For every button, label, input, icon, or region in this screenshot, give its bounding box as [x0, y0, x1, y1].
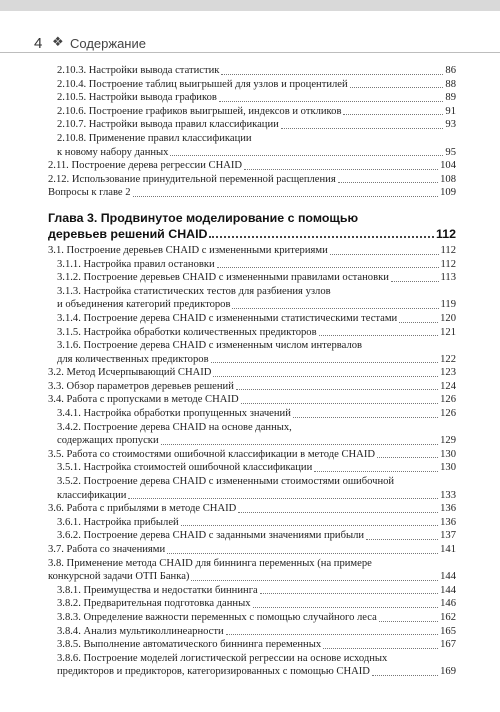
toc-page-number: 130 — [440, 462, 456, 474]
toc-page-number: 124 — [440, 380, 456, 392]
dot-leader — [399, 322, 438, 323]
dot-leader — [350, 87, 444, 88]
toc-entry[interactable] — [48, 611, 456, 625]
toc-entry-title-line2: содержащих пропуски — [57, 435, 159, 447]
toc-entry-title: 2.10.3. Настройки вывода статистик — [57, 65, 220, 76]
toc-entry-title-line2: и объединения категорий предикторов — [57, 299, 231, 311]
toc-entry[interactable] — [48, 312, 456, 326]
dot-leader — [377, 457, 438, 458]
dot-leader — [221, 74, 443, 75]
dot-leader — [226, 634, 438, 635]
toc-entry-title: 2.10.5. Настройки вывода графиков — [57, 92, 217, 104]
dot-leader — [236, 389, 438, 390]
toc-entry[interactable] — [48, 393, 456, 407]
dot-leader — [191, 580, 438, 581]
toc-entry[interactable] — [48, 516, 456, 530]
dot-leader — [238, 512, 438, 513]
toc-entry[interactable] — [48, 159, 456, 173]
page-header — [0, 0, 500, 58]
toc-entry[interactable] — [48, 461, 456, 475]
dot-leader — [128, 498, 438, 499]
toc-page-number: 109 — [440, 187, 456, 199]
dot-leader — [133, 196, 439, 197]
toc-entry[interactable] — [48, 366, 456, 380]
toc-entry-title-line2: предикторов и предикторов, категоризированных с помощью CHAID — [57, 666, 370, 678]
toc-entry-title: 2.12. Использование принудительной переменной расщепления — [48, 173, 336, 185]
toc-entry[interactable] — [48, 380, 456, 394]
toc-page-number: 133 — [440, 489, 456, 501]
toc-entry-title-line2: конкурсной задачи ОТП Банка) — [48, 571, 190, 583]
toc-page-number: 93 — [445, 119, 456, 131]
toc-entry[interactable] — [48, 326, 456, 340]
ornament-icon: ❖ — [52, 35, 64, 50]
toc-page-number: 165 — [440, 625, 456, 637]
toc-page-number: 144 — [440, 584, 456, 596]
toc-entry-title-line2: к новому набору данных — [57, 146, 169, 158]
toc-entry[interactable] — [48, 186, 456, 200]
toc-entry[interactable] — [48, 339, 456, 366]
toc-page-number: 126 — [440, 394, 456, 406]
toc-entry[interactable] — [48, 407, 456, 421]
toc-page-number: 113 — [440, 272, 456, 284]
toc-entry[interactable] — [48, 173, 456, 187]
dot-leader — [281, 128, 444, 129]
dot-leader — [330, 254, 439, 255]
toc-page-number: 136 — [440, 516, 456, 528]
dot-leader — [217, 267, 439, 268]
dot-leader — [319, 335, 439, 336]
toc-page-number: 141 — [440, 544, 456, 555]
toc-entry[interactable] — [48, 543, 456, 557]
toc-entry[interactable] — [48, 625, 456, 639]
toc-page-number: 144 — [440, 571, 456, 583]
toc-entry-title: 3.1.5. Настройка обработки количественных предикторов — [57, 326, 317, 338]
toc-entry-title: 3.8.2. Предварительная подготовка данных — [57, 598, 251, 610]
toc-entry-title: 3.6. Работа с прибылями в методе CHAID — [48, 503, 237, 515]
toc-page-number: 120 — [440, 312, 456, 324]
toc-entry[interactable] — [48, 638, 456, 652]
toc-entry-title: 3.6.2. Построение дерева CHAID с заданными значениями прибыли — [57, 530, 365, 542]
toc-entry-title: 3.4.1. Настройка обработки пропущенных значений — [57, 408, 291, 420]
toc-entry-title: 3.5. Работа со стоимостями ошибочной классификации в методе CHAID — [48, 448, 376, 460]
toc-entry[interactable] — [48, 421, 456, 448]
dot-leader — [161, 444, 438, 445]
table-of-contents — [48, 64, 456, 679]
toc-page-number: 89 — [445, 92, 456, 104]
dot-leader — [253, 607, 439, 608]
toc-entry[interactable] — [48, 448, 456, 462]
toc-page-number: 129 — [440, 435, 456, 447]
toc-entry-title: 3.1.4. Построение дерева CHAID с измененными статистическими тестами — [57, 312, 398, 324]
dot-leader — [379, 621, 438, 622]
dot-leader — [232, 308, 438, 309]
toc-entry-title-line1: 2.10.8. Применение правил классификации — [57, 132, 252, 144]
dot-leader — [170, 155, 443, 156]
header-bar — [0, 0, 500, 11]
toc-page-number: 119 — [440, 299, 456, 311]
toc-page-number: 104 — [440, 160, 456, 172]
toc-entry-title: 3.8.4. Анализ мультиколлинеарности — [57, 625, 224, 637]
toc-entry-title-line1: 3.1.6. Построение дерева CHAID с измененным числом интервалов — [57, 340, 363, 352]
toc-entry[interactable] — [48, 652, 456, 679]
dot-leader — [343, 114, 443, 115]
toc-page-number: 162 — [440, 611, 456, 623]
toc-entry-title: 2.10.6. Построение графиков выигрышей, индексов и откликов — [57, 105, 342, 117]
toc-page-number: 137 — [440, 530, 456, 542]
dot-leader — [338, 182, 438, 183]
toc-entry[interactable] — [48, 258, 456, 272]
dot-leader — [293, 417, 438, 418]
toc-page-number: 123 — [440, 367, 456, 379]
toc-page-number: 91 — [445, 105, 456, 117]
chapter-title-line2: деревьев решений CHAID — [48, 226, 208, 241]
toc-entry-title: 2.10.7. Настройки вывода правил классификации — [57, 119, 279, 131]
toc-entry-title: 3.7. Работа со значениями — [48, 544, 166, 555]
dot-leader — [241, 403, 439, 404]
page-number: 4 — [34, 35, 43, 52]
toc-page-number: 136 — [440, 503, 456, 515]
toc-entry[interactable] — [48, 584, 456, 598]
dot-leader — [391, 281, 439, 282]
dot-leader — [209, 236, 434, 238]
dot-leader — [260, 593, 438, 594]
toc-entry[interactable] — [48, 285, 456, 312]
toc-entry-title-line1: 3.5.2. Построение дерева CHAID с измененными стоимостями ошибочной — [57, 476, 395, 488]
toc-page-number: 121 — [440, 326, 456, 338]
toc-entry[interactable] — [48, 132, 456, 159]
toc-page-number: 95 — [445, 146, 456, 158]
dot-leader — [314, 471, 438, 472]
toc-entry-title: 3.6.1. Настройка прибылей — [57, 516, 179, 528]
toc-entry-title: 3.5.1. Настройка стоимостей ошибочной классификации — [57, 462, 313, 474]
toc-entry-title-line1: 3.4.2. Построение дерева CHAID на основе данных, — [57, 421, 292, 433]
dot-leader — [372, 675, 438, 676]
toc-entry[interactable] — [48, 557, 456, 584]
running-title: Содержание — [70, 36, 146, 51]
toc-page-number: 88 — [445, 78, 456, 90]
toc-page-number: 126 — [440, 408, 456, 420]
toc-entry[interactable] — [48, 64, 456, 78]
header-divider — [0, 52, 500, 53]
toc-entry-title-line1: 3.8. Применение метода CHAID для биннинга переменных (на примере — [48, 557, 372, 569]
toc-entry[interactable] — [48, 244, 456, 258]
toc-entry[interactable] — [48, 78, 456, 92]
dot-leader — [213, 376, 438, 377]
toc-entry-title: 3.2. Метод Исчерпывающий CHAID — [48, 367, 212, 379]
toc-entry-title: 3.8.5. Выполнение автоматического биннинга переменных — [57, 639, 322, 651]
toc-page-number: 130 — [440, 448, 456, 460]
dot-leader — [219, 101, 444, 102]
dot-leader — [167, 553, 438, 554]
toc-entry-title-line1: 3.8.6. Построение моделей логистической регрессии на основе исходных — [57, 652, 388, 664]
toc-entry-title: 3.1. Построение деревьев CHAID с измененными критериями — [48, 244, 328, 256]
toc-entry-title: 3.1.1. Настройка правил остановки — [57, 258, 215, 270]
toc-entry[interactable] — [48, 502, 456, 516]
toc-page-number: 167 — [440, 639, 456, 651]
toc-entry-title-line1: 3.1.3. Настройка статистических тестов для разбиения узлов — [57, 285, 331, 297]
toc-page-number: 169 — [440, 666, 456, 678]
toc-page-number: 146 — [440, 598, 456, 610]
toc-entry-title: 3.4. Работа с пропусками в методе CHAID — [48, 394, 239, 406]
toc-page-number: 108 — [440, 173, 456, 185]
toc-entry-title: 2.10.4. Построение таблиц выигрышей для узлов и процентилей — [57, 78, 348, 90]
toc-entry-title-line2: для количественных предикторов — [57, 353, 209, 365]
toc-entry[interactable] — [48, 91, 456, 105]
toc-entry-title: 3.3. Обзор параметров деревьев решений — [48, 380, 234, 392]
dot-leader — [181, 525, 438, 526]
toc-entry-title: 3.8.3. Определение важности переменных с помощью случайного леса — [57, 611, 377, 623]
chapter-heading[interactable] — [48, 210, 456, 242]
dot-leader — [211, 362, 439, 363]
toc-page-number: 112 — [440, 244, 456, 256]
toc-entry-title: 3.8.1. Преимущества и недостатки биннинга — [57, 584, 258, 596]
toc-page-number: 112 — [440, 258, 456, 270]
toc-entry-title: 3.1.2. Построение деревьев CHAID с измененными правилами остановки — [57, 272, 389, 284]
toc-entry[interactable] — [48, 475, 456, 502]
toc-page-number: 122 — [440, 353, 456, 365]
dot-leader — [366, 539, 438, 540]
toc-entry-title: 2.11. Построение дерева регрессии CHAID — [48, 160, 243, 172]
toc-entry-title-line2: классификации — [57, 489, 127, 501]
toc-entry[interactable] — [48, 105, 456, 119]
dot-leader — [323, 648, 438, 649]
toc-page-number: 86 — [445, 65, 456, 76]
chapter-title-line1: Глава 3. Продвинутое моделирование с помощью — [48, 210, 359, 225]
toc-entry-title: Вопросы к главе 2 — [48, 187, 131, 199]
dot-leader — [244, 169, 438, 170]
toc-entry[interactable] — [48, 597, 456, 611]
chapter-page-number: 112 — [436, 226, 456, 241]
toc-entry[interactable] — [48, 529, 456, 543]
toc-entry[interactable] — [48, 271, 456, 285]
toc-entry[interactable] — [48, 118, 456, 132]
